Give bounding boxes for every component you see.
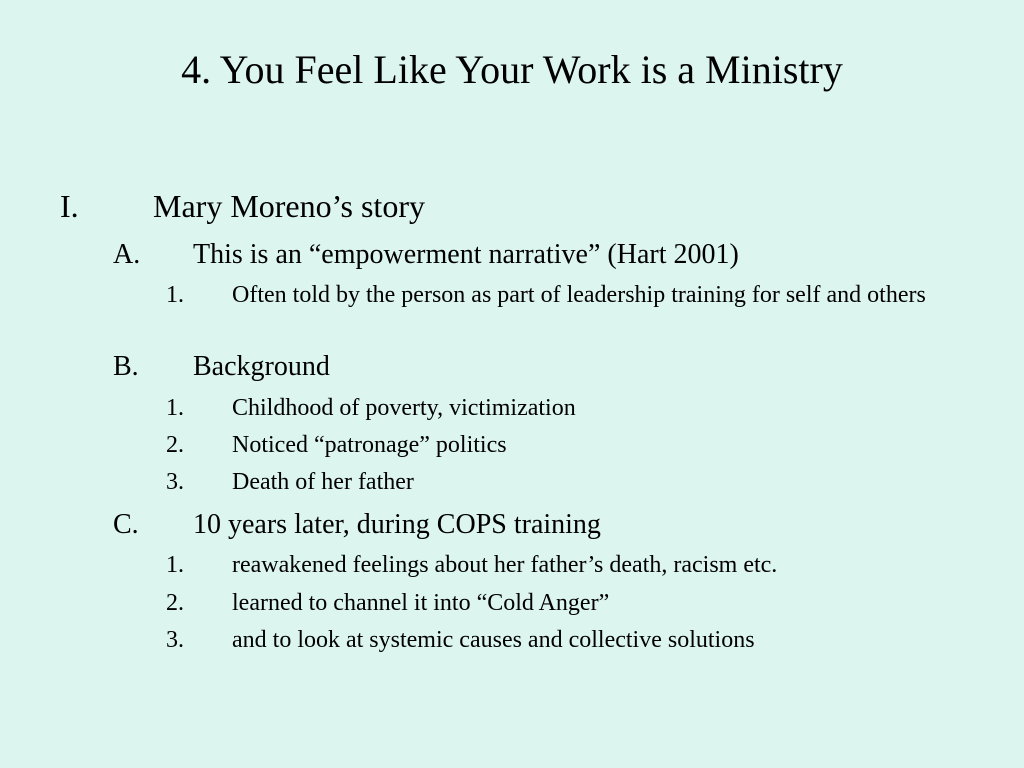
- outline-text: learned to channel it into “Cold Anger”: [232, 590, 610, 616]
- outline-text: This is an “empowerment narrative” (Hart 2001): [193, 239, 739, 270]
- outline-marker: 1.: [166, 395, 184, 421]
- outline-text: Death of her father: [232, 469, 414, 495]
- outline-text: Often told by the person as part of leadership training for self and others: [232, 282, 926, 308]
- outline-text: Noticed “patronage” politics: [232, 432, 507, 458]
- outline-marker: 2.: [166, 590, 184, 616]
- outline-marker: I.: [60, 188, 79, 224]
- outline-text: reawakened feelings about her father’s death, racism etc.: [232, 552, 778, 578]
- outline-text: Childhood of poverty, victimization: [232, 395, 576, 421]
- outline-text: and to look at systemic causes and collective solutions: [232, 627, 755, 653]
- outline-marker: C.: [113, 509, 139, 540]
- outline-marker: 2.: [166, 432, 184, 458]
- outline-text: Background: [193, 351, 330, 382]
- outline-marker: 3.: [166, 469, 184, 495]
- outline-marker: 1.: [166, 282, 184, 308]
- outline-marker: 1.: [166, 552, 184, 578]
- slide-title: 4. You Feel Like Your Work is a Ministry: [181, 47, 843, 92]
- outline-marker: A.: [113, 239, 141, 270]
- outline-text: Mary Moreno’s story: [153, 188, 425, 224]
- outline-text: 10 years later, during COPS training: [193, 509, 601, 540]
- outline-marker: B.: [113, 351, 139, 382]
- outline-marker: 3.: [166, 627, 184, 653]
